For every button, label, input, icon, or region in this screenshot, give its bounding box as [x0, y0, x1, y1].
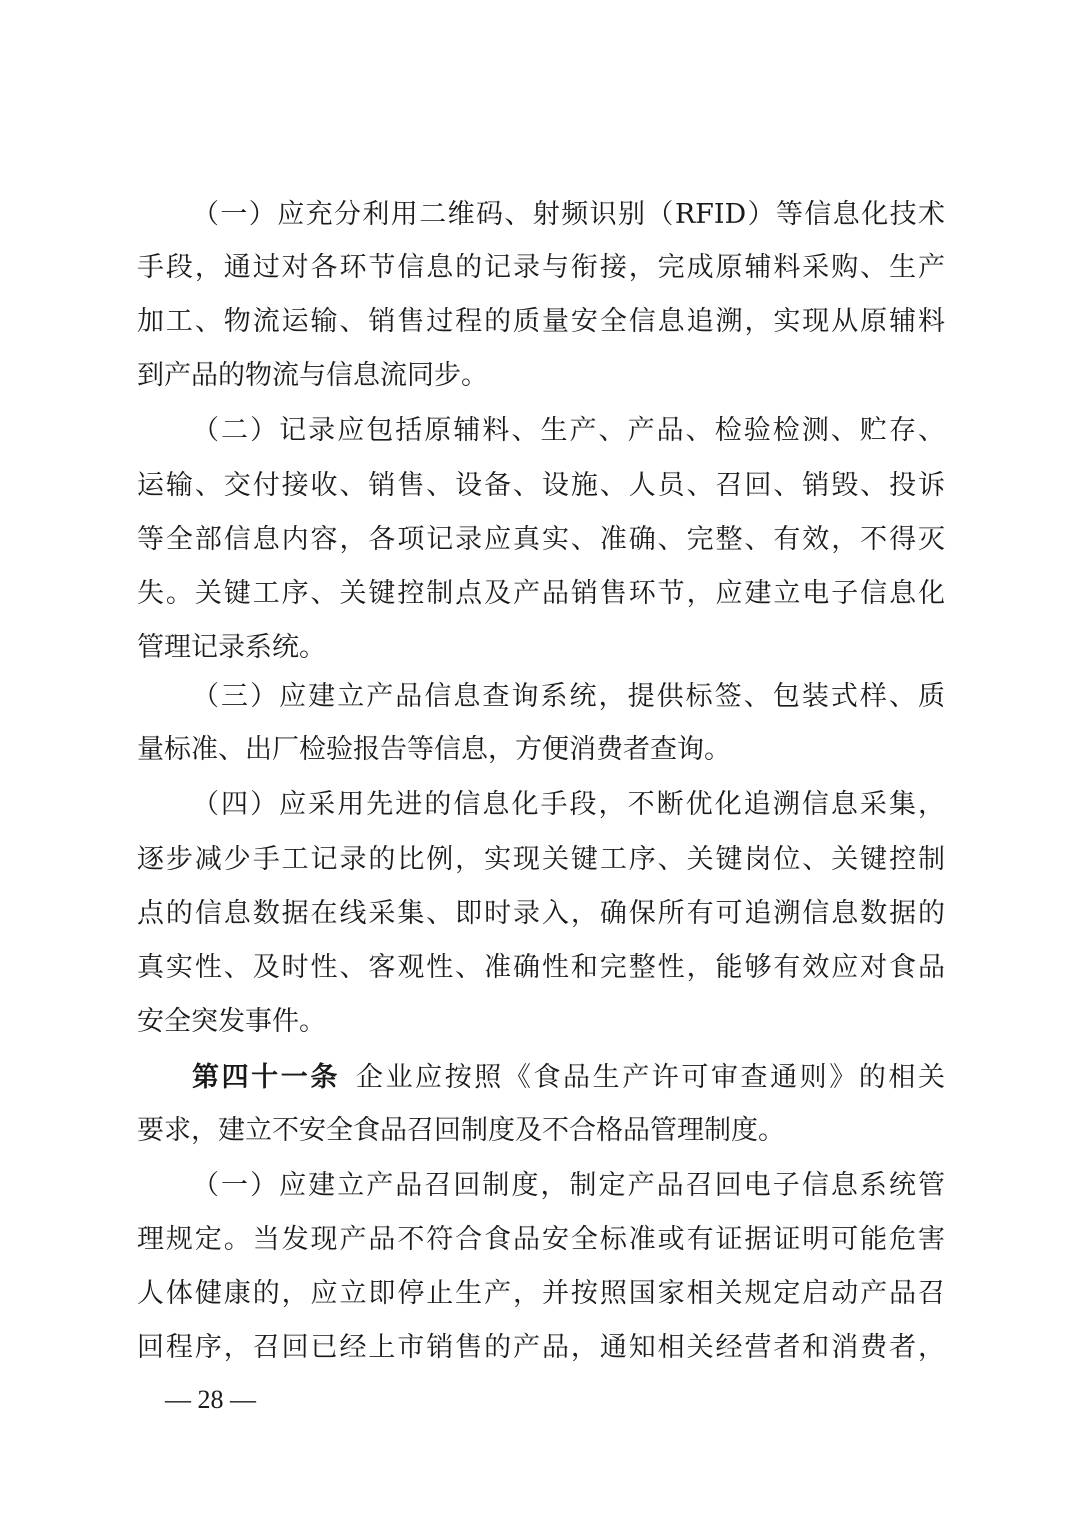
- text-line: 加工、物流运输、销售过程的质量安全信息追溯，实现从原辅料: [137, 306, 945, 337]
- text-line: 逐步减少手工记录的比例，实现关键工序、关键岗位、关键控制: [137, 844, 945, 875]
- text-line: 回程序，召回已经上市销售的产品，通知相关经营者和消费者，: [137, 1332, 945, 1363]
- text-line: 安全突发事件。: [137, 1006, 326, 1037]
- page-number: — 28 —: [165, 1385, 256, 1414]
- text-line: 手段，通过对各环节信息的记录与衔接，完成原辅料采购、生产: [137, 252, 945, 283]
- text-line: （三）应建立产品信息查询系统，提供标签、包装式样、质: [192, 681, 945, 712]
- text-line: （四）应采用先进的信息化手段，不断优化追溯信息采集，: [192, 789, 945, 820]
- text-line: （二）记录应包括原辅料、生产、产品、检验检测、贮存、: [192, 415, 945, 446]
- text-line: 人体健康的，应立即停止生产，并按照国家相关规定启动产品召: [137, 1278, 945, 1309]
- text-line: [192, 1060, 945, 1096]
- text-line: 管理记录系统。: [137, 632, 326, 663]
- text-line: 等全部信息内容，各项记录应真实、准确、完整、有效，不得灭: [137, 524, 945, 555]
- text-line: 真实性、及时性、客观性、准确性和完整性，能够有效应对食品: [137, 952, 945, 983]
- text-line: 点的信息数据在线采集、即时录入，确保所有可追溯信息数据的: [137, 898, 945, 929]
- text-span: 企业应按照《食品生产许可审查通则》的相关: [353, 1062, 945, 1093]
- article-heading: 第四十一条: [192, 1062, 340, 1093]
- text-line: （一）应建立产品召回制度，制定产品召回电子信息系统管: [192, 1170, 945, 1201]
- text-line: 量标准、出厂检验报告等信息，方便消费者查询。: [137, 734, 731, 765]
- text-line: 要求，建立不安全食品召回制度及不合格品管理制度。: [137, 1115, 785, 1146]
- text-line: 运输、交付接收、销售、设备、设施、人员、召回、销毁、投诉: [137, 470, 945, 501]
- text-line: 理规定。当发现产品不符合食品安全标准或有证据证明可能危害: [137, 1224, 945, 1255]
- text-line: 失。关键工序、关键控制点及产品销售环节，应建立电子信息化: [137, 578, 945, 609]
- text-line: （一）应充分利用二维码、射频识别（RFID）等信息化技术: [192, 199, 945, 230]
- text-line: 到产品的物流与信息流同步。: [137, 360, 488, 391]
